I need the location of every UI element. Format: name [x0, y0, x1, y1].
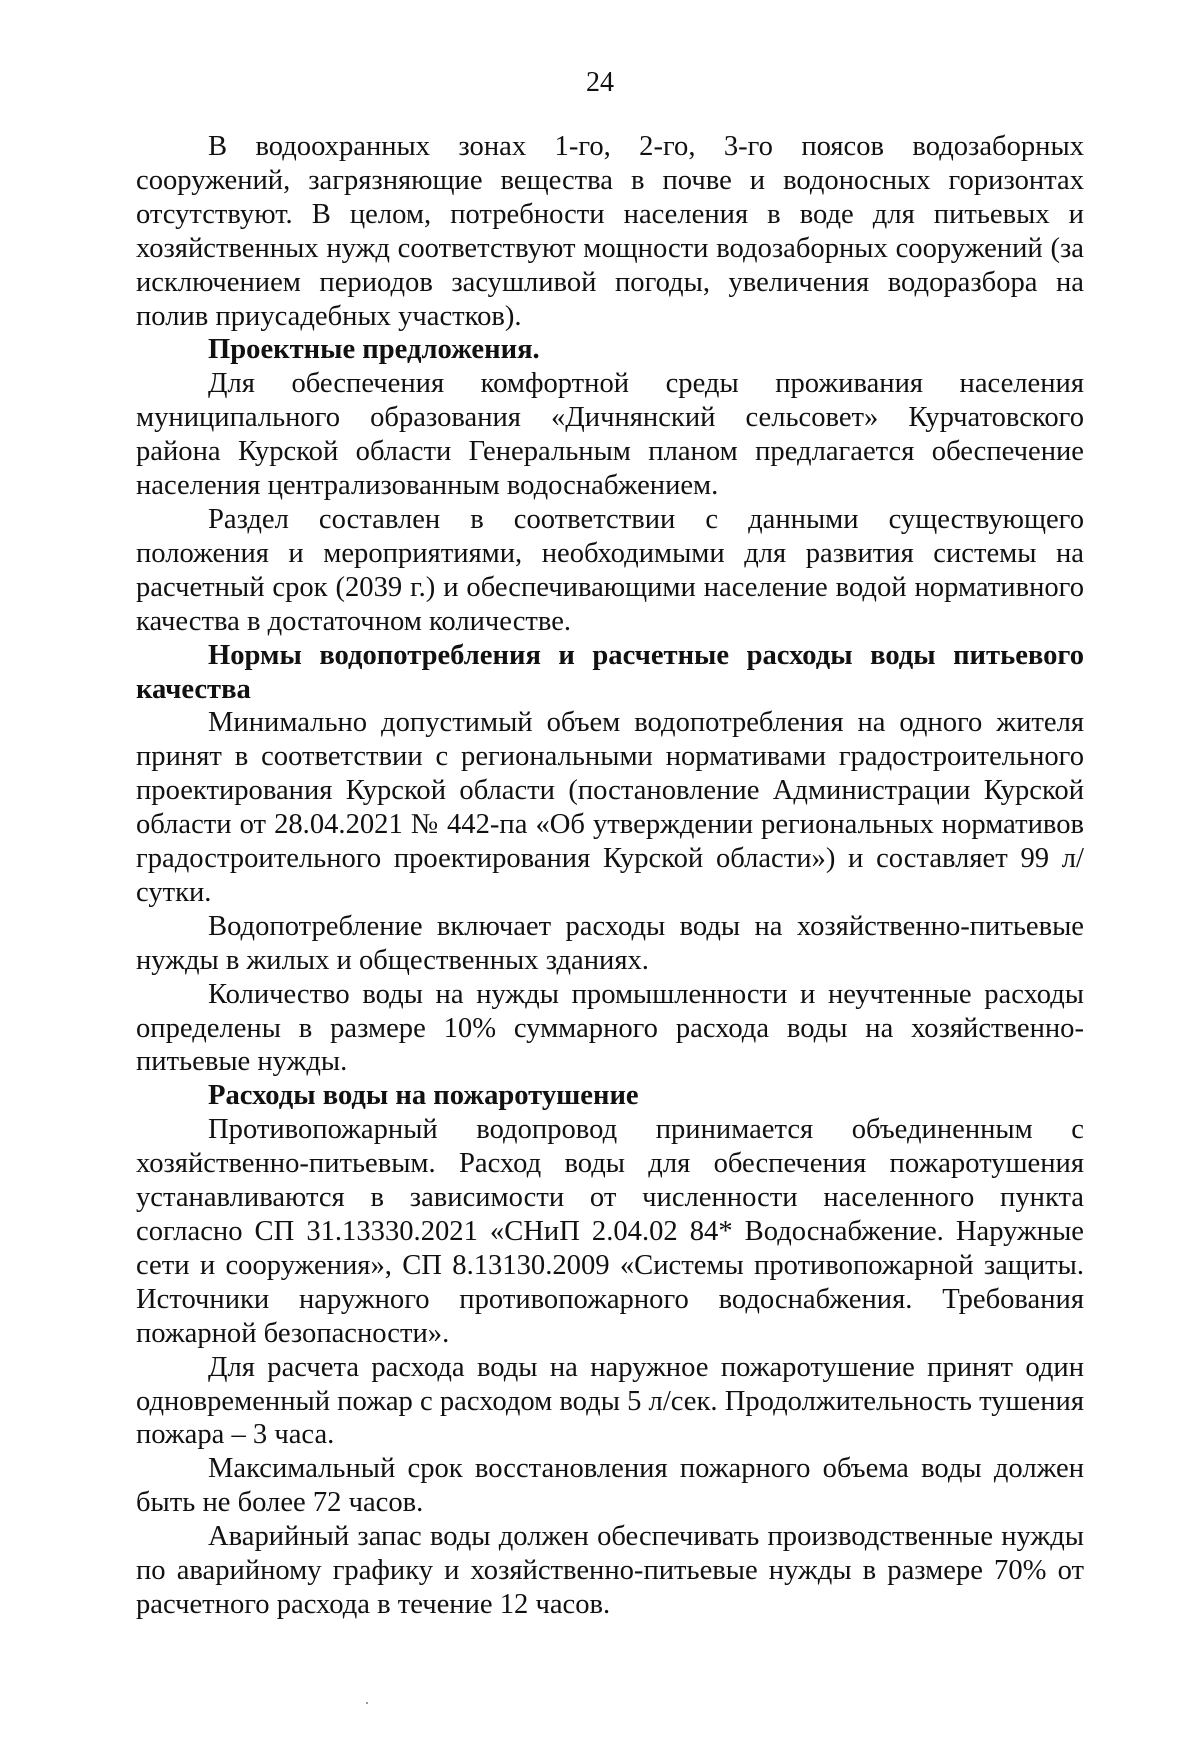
heading-project-proposals: Проектные предложения.	[208, 334, 540, 366]
paragraph-section-basis: Раздел составлен в соответствии с данными существующего положения и мероприятиями, необходимыми для развития системы на расчетный срок (2039 г.) и обеспечивающими население водой нормативного качества в достаточном количестве.	[136, 503, 1084, 637]
paragraph-emergency-reserve: Аварийный запас воды должен обеспечивать производственные нужды по аварийному графику и хозяйственно-питьевые нужды в размере 70% от расчетного расхода в течение 12 часов.	[136, 1521, 1084, 1620]
heading-firefighting-water: Расходы воды на пожаротушение	[208, 1080, 639, 1112]
document-body	[136, 130, 1084, 1622]
scan-dot	[366, 1702, 368, 1704]
page-number: 24	[586, 67, 614, 98]
paragraph-water-protection-zones: В водоохранных зонах 1-го, 2-го, 3-го поясов водозаборных сооружений, загрязняющие вещества в почве и водоносных горизонтах отсутствуют. В целом, потребности населения в воде для питьевых и хозяйственных нужд соответствуют мощности водозаборных сооружений (за исключением периодов засушливой погоды, увеличения водоразбора на полив приусадебных участков).	[136, 131, 1084, 332]
paragraph-fire-flow-rate: Для расчета расхода воды на наружное пожаротушение принят один одновременный пожар с расходом воды 5 л/сек. Продолжительность тушения пожара – 3 часа.	[136, 1351, 1084, 1451]
paragraph-restoration-period: Максимальный срок восстановления пожарного объема воды должен быть не более 72 часов.	[136, 1453, 1084, 1519]
heading-consumption-norms: Нормы водопотребления и расчетные расходы воды питьевого качества	[136, 639, 1084, 705]
paragraph-consumption-includes: Водопотребление включает расходы воды на хозяйственно-питьевые нужды в жилых и общественных зданиях.	[136, 910, 1084, 976]
paragraph-centralized-supply: Для обеспечения комфортной среды проживания населения муниципального образования «Дичнянский сельсовет» Курчатовского района Курской области Генеральным планом предлагается обеспечение населения централизованным водоснабжением.	[136, 368, 1084, 502]
paragraph-industry-needs: Количество воды на нужды промышленности и неучтенные расходы определены в размере 10% суммарного расхода воды на хозяйственно-питьевые нужды.	[136, 978, 1084, 1078]
paragraph-minimum-consumption: Минимально допустимый объем водопотребления на одного жителя принят в соответствии с региональными нормативами градостроительного проектирования Курской области (постановление Администрации Курской области от 28.04.2021 № 442-па «Об утверждении региональных нормативов градостроительного проектирования Курской области») и составляет 99 л/сутки.	[136, 707, 1084, 908]
paragraph-fire-water-main: Противопожарный водопровод принимается объединенным с хозяйственно-питьевым. Расход воды для обеспечения пожаротушения устанавливаются в зависимости от численности населенного пункта согласно СП 31.13330.2021 «СНиП 2.04.02 84* Водоснабжение. Наружные сети и сооружения», СП 8.13130.2009 «Системы противопожарной защиты. Источники наружного противопожарного водоснабжения. Требования пожарной безопасности».	[136, 1114, 1084, 1349]
